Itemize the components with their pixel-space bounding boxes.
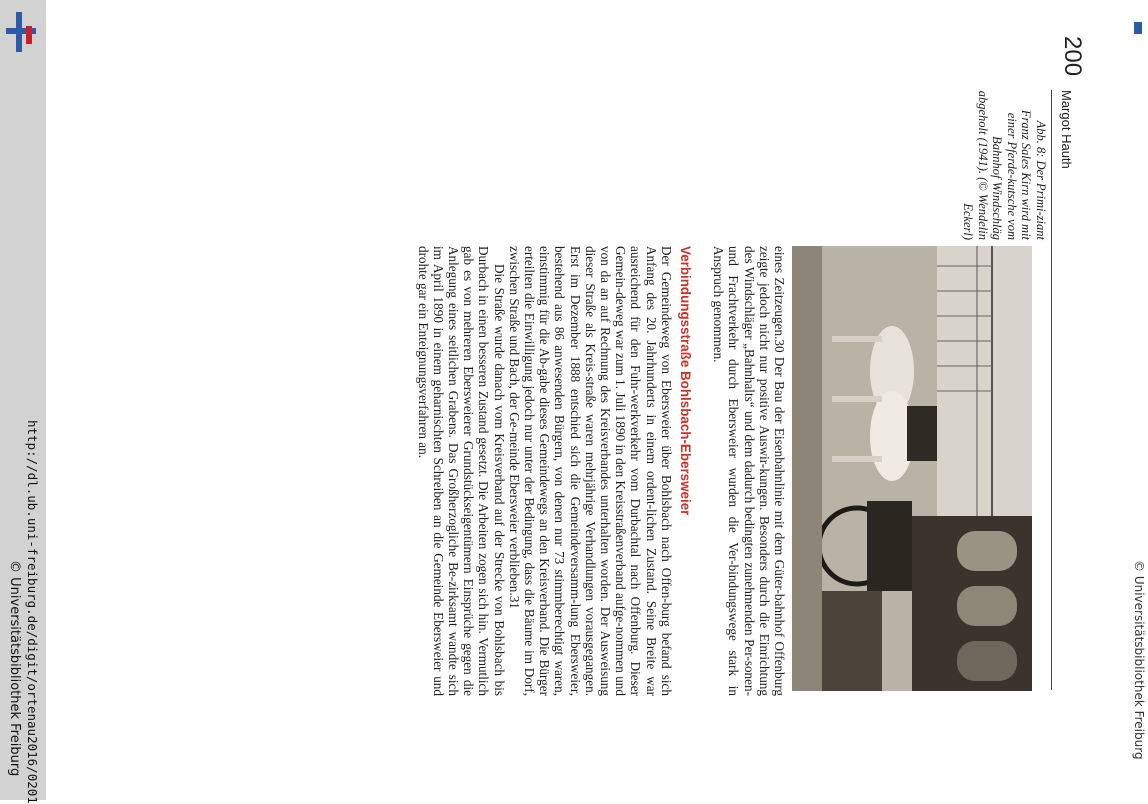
header-rule <box>1051 90 1052 690</box>
scanned-page <box>92 30 1092 750</box>
edge-copyright: © Universitätsbibliothek Freiburg <box>1132 560 1146 760</box>
running-header-author: Margot Hauth <box>1059 90 1074 169</box>
figure-caption: Abb. 8: Der Primi-ziant Franz Sales Kirn wird mit einer Pferde-kutsche vom Bahnhof Windschläg abgeholt (1941). (© Wendelin Eckerl) <box>961 90 1048 240</box>
copyright-notice: © Universitätsbibliothek Freiburg <box>7 560 22 777</box>
historic-carriage-photo <box>792 246 1032 691</box>
page-number: 200 <box>1059 36 1086 77</box>
edge-logo-mark-icon <box>1134 22 1142 34</box>
paragraph: eines Zeitzeugen.30 Der Bau der Eisenbahnlinie mit dem Güter-bahnhof Offenburg zeigte jedoch nicht nur positive Auswir-kungen. Besonders durch die Einrichtung des Windschläger „Bahnhalts“ und dem dadurch bedingten zunehmenden Per-sonen- und Frachtverkehr durch Ebersweier wurden die Ver-bindungswege stark in Anspruch genommen. <box>711 246 787 696</box>
paragraph: Der Gemeindeweg von Ebersweier über Bohlsbach nach Offen-burg befand sich Anfang des 20. Jahrhunderts in einem ordent-lichen Zustand. Seine Breite war ausreichend für den Fuhr-werkverkehr vom Durbachtal nach Offenburg. Dieser Gemein-deweg war zum 1. Juli 1890 in den Kreisstraßenverband aufge-nommen und von da an auf Rechnung des Kreisverbandes unterhalten worden. Der Ausweisung dieser Straße als Kreis-straße waren mehrjährige Verhandlungen vorausgegangen. Erst im Dezember 1888 entschied sich die Gemeindeversamm-lung Ebersweier, bestehend aus 86 anwesenden Bürgern, von denen nur 73 stimmberechtigt waren, einstimmig für die Ab-gabe dieses Gemeindewegs an den Kreisverband. Die Bürger erteilten die Einwilligung jedoch nur unter der Bedingung, dass die Bäume im Dorf, zwischen Straße und Bach, der Ge-meinde Ebersweier verblieben.31 <box>506 246 674 696</box>
section-heading: Verbindungsstraße Bohlsbach-Ebersweier <box>677 246 693 516</box>
library-logo-icon[interactable] <box>6 12 38 52</box>
document-url[interactable]: http://dl.ub.uni-freiburg.de/digit/ortenau2016/0201 <box>25 420 40 804</box>
article-text <box>415 246 787 696</box>
paragraph: Die Straße wurde danach vom Kreisverband auf der Strecke von Bohlsbach bis Durbach in einen besseren Zustand gesetzt. Die Arbeiten zogen sich hin. Vermutlich gab es von mehreren Ebersweierer Grundstückseigentümern Einsprüche gegen die Anlegung eines seitlichen Grabens. Das Großherzogliche Be-zirksamt wandte sich im April 1890 in einem geharnischten Schreiben an die Gemeinde Ebersweier und drohte gar ein Enteignungsverfahren an. <box>415 246 507 696</box>
viewer-sidebar <box>0 0 46 804</box>
